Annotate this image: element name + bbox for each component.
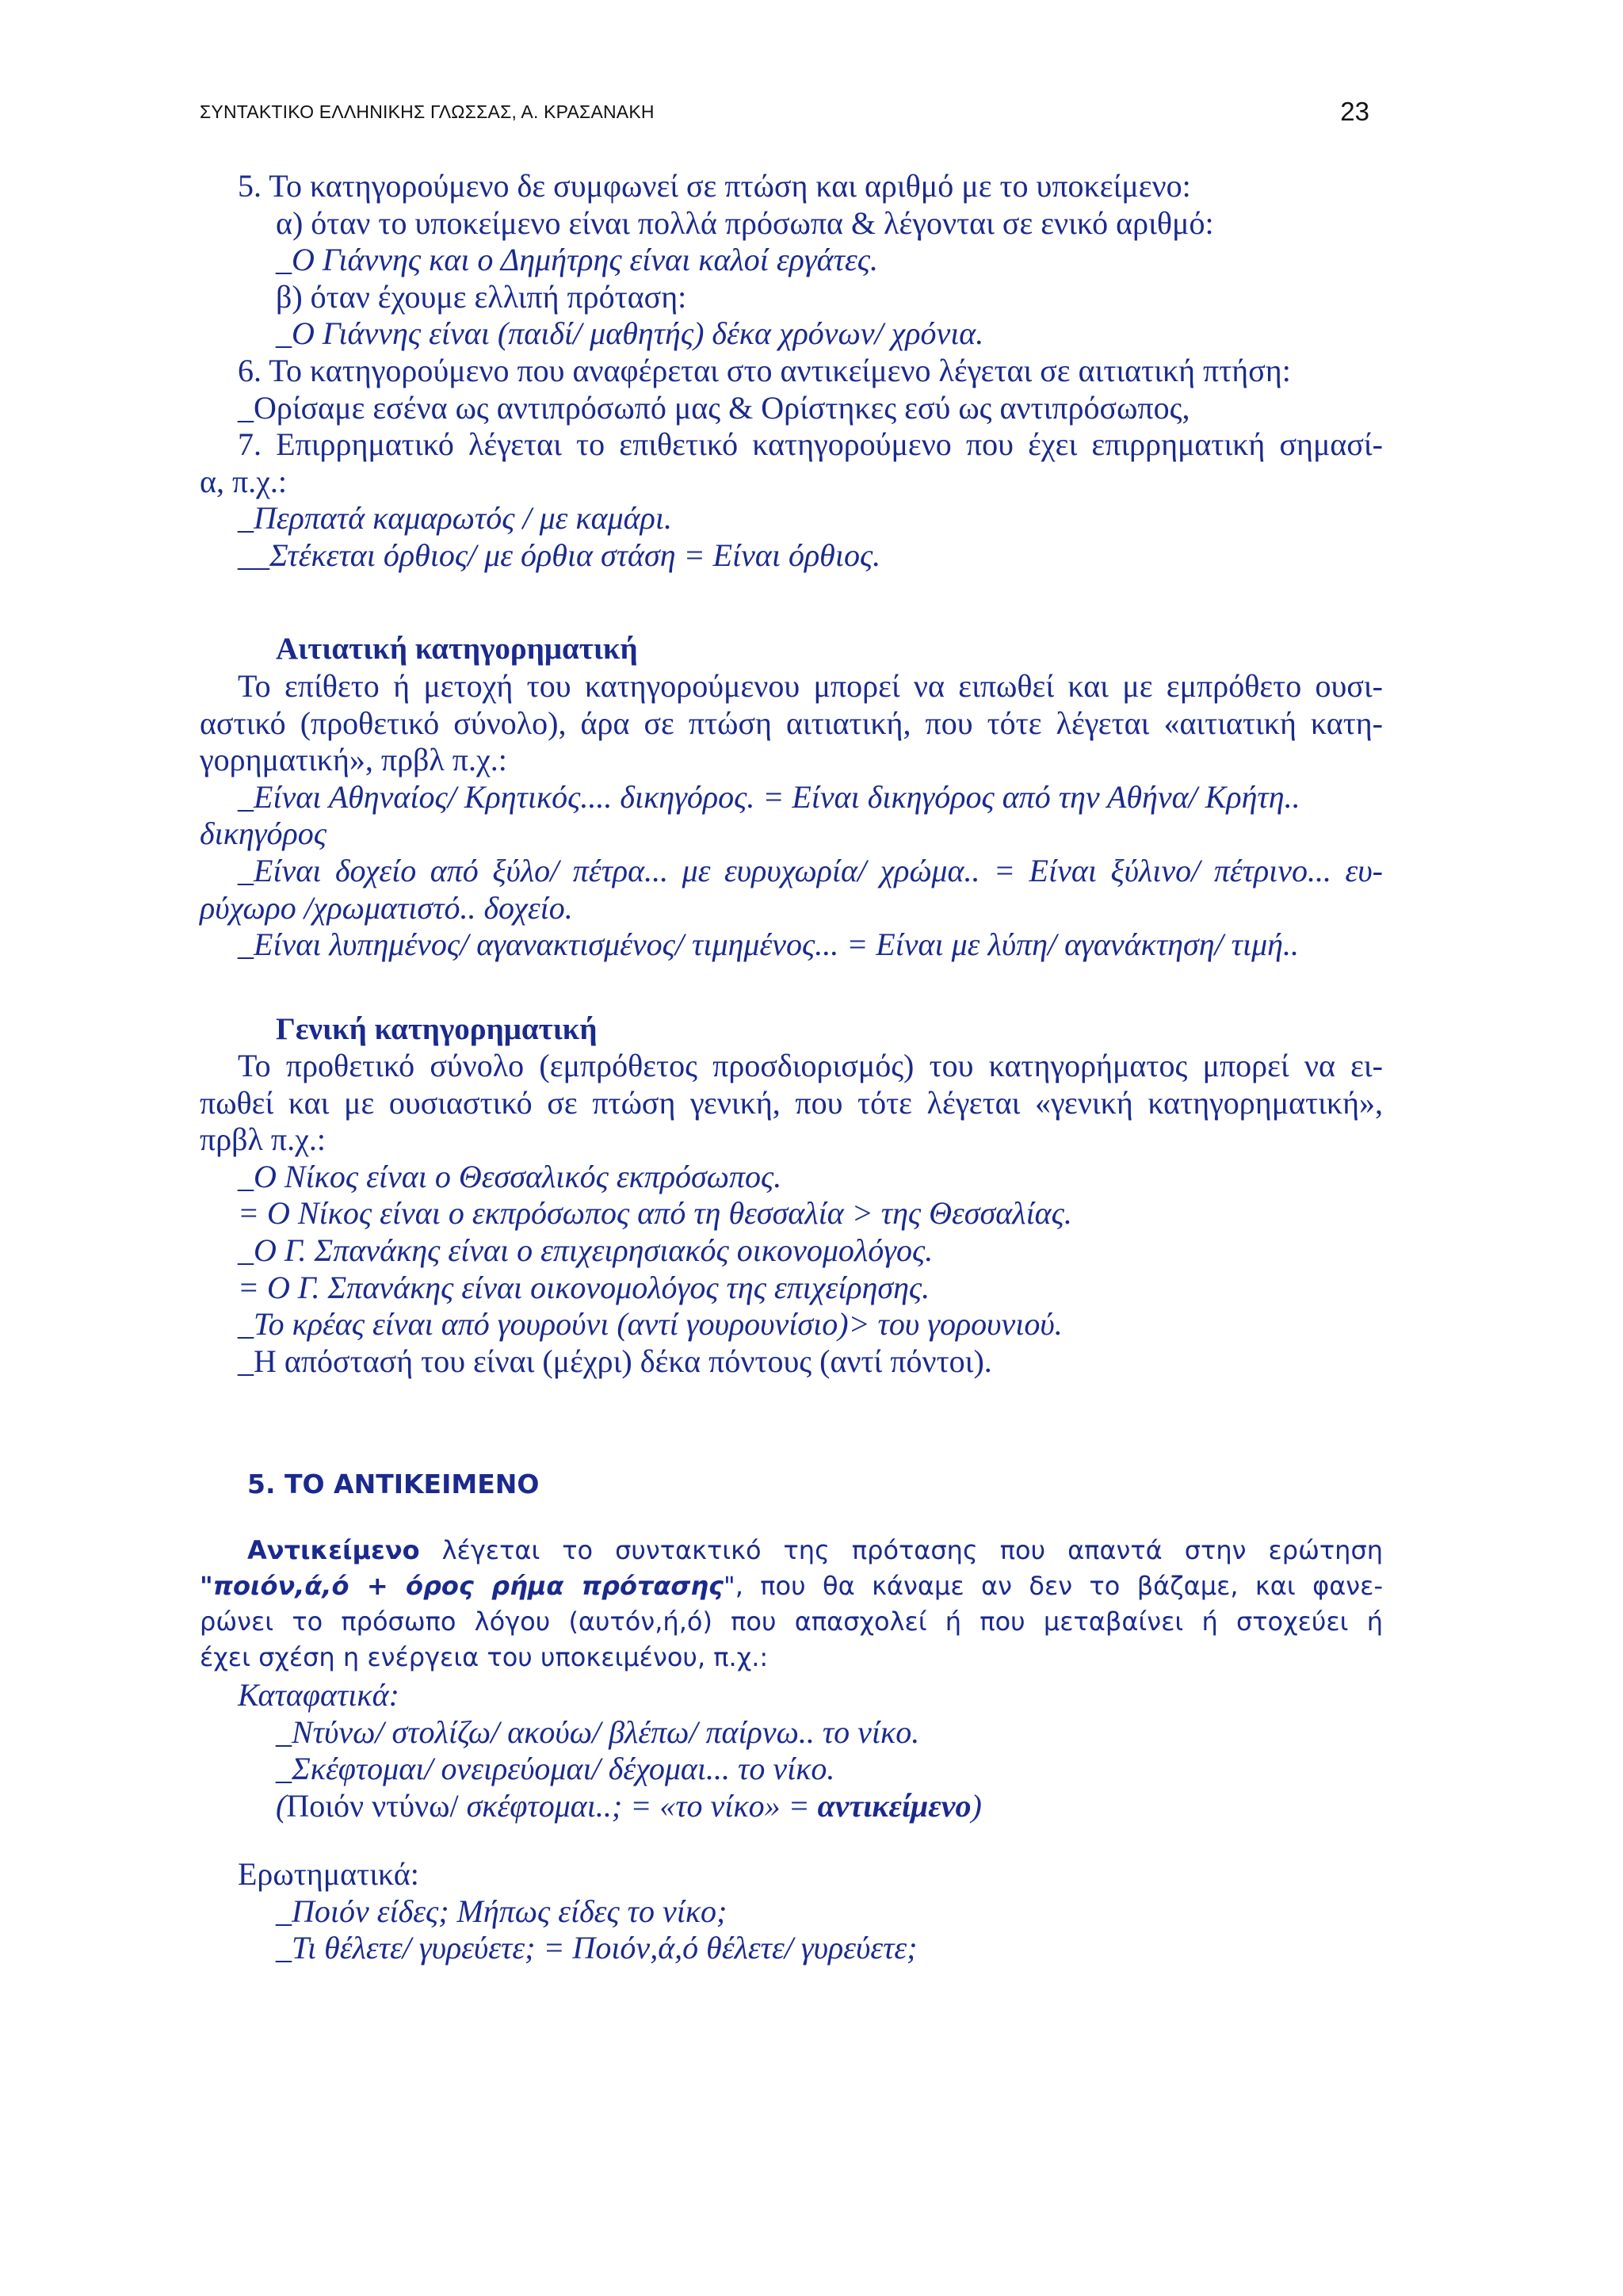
subheading-genitive: Γενική κατηγορηματική <box>276 1012 598 1046</box>
page-header <box>200 97 1369 136</box>
text-line: Το προθετικό σύνολο (εμπρόθετος προσδιορισμός) του κατηγορήματος μπορεί να ει- <box>238 1048 1383 1083</box>
example-line: _Είναι Αθηναίος/ Κρητικός.... δικηγόρος. = Είναι δικηγόρος από την Αθήνα/ Κρήτη.. <box>238 778 1300 815</box>
example-line: (Ποιόν ντύνω/ σκέφτομαι..; = «το νίκο» = αντικείμενο) <box>276 1787 982 1824</box>
section-predicate-rules <box>0 168 1623 575</box>
example-line: __Στέκεται όρθιος/ με όρθια στάση = Είναι όρθιος. <box>238 537 881 573</box>
example-line: _Ο Γιάννης και ο Δημήτρης είναι καλοί εργάτες. <box>276 242 878 278</box>
object-term: Αντικείμενο <box>247 1535 420 1565</box>
object-keyword: αντικείμενο <box>817 1787 972 1824</box>
text-line: _Ορίσαμε εσένα ως αντιπρόσωπό μας & Ορίστηκες εσύ ως αντιπρόσωπος, <box>238 389 1190 426</box>
example-line: _Τι θέλετε/ γυρεύετε; = Ποιόν,ά,ό θέλετε/ γυρεύετε; <box>276 1930 918 1966</box>
text-line: πωθεί και με ουσιαστικό σε πτώση γενική, που τότε λέγεται «γενική κατηγορηματική», <box>200 1084 1383 1121</box>
example-line: _Ποιόν είδες; Μήπως είδες το νίκο; <box>276 1893 727 1929</box>
example-line: _Περπατά καμαρωτός / με καμάρι. <box>238 500 672 537</box>
question-formula: "ποιόν,ά,ό + όρος ρήμα πρότασης <box>200 1571 724 1601</box>
section-genitive <box>0 1048 1623 1380</box>
header-title: ΣΥΝΤΑΚΤΙΚΟ ΕΛΛΗΝΙΚΗΣ ΓΛΩΣΣΑΣ, Α. ΚΡΑΣΑΝΑΚΗ <box>200 101 655 122</box>
text-line: α) όταν το υποκείμενο είναι πολλά πρόσωπα & λέγονται σε ενικό αριθμό: <box>276 204 1214 241</box>
text-line: _Η απόστασή του είναι (μέχρι) δέκα πόντους (αντί πόντοι). <box>238 1343 992 1379</box>
text-line: έχει σχέση η ενέργεια του υποκειμένου, π.χ.: <box>200 1642 769 1672</box>
example-line: = Ο Γ. Σπανάκης είναι οικονομολόγος της επιχείρησης. <box>238 1269 930 1305</box>
section-object-examples <box>0 1677 1623 1824</box>
label-interrogative: Ερωτηματικά: <box>238 1856 419 1892</box>
example-line: δικηγόρος <box>200 816 327 852</box>
text-line: Το επίθετο ή μετοχή του κατηγορούμενου μπορεί να ειπωθεί και με εμπρόθετο ουσι- <box>238 668 1383 704</box>
example-line: _Σκέφτομαι/ ονειρεύομαι/ δέχομαι... το νίκο. <box>276 1751 835 1787</box>
text-line: 5. Το κατηγορούμενο δε συμφωνεί σε πτώση και αριθμό με το υποκείμενο: <box>238 168 1191 204</box>
example-line: ρύχωρο /χρωματιστό.. δοχείο. <box>200 889 573 926</box>
text-line: αστικό (προθετικό σύνολο), άρα σε πτώση αιτιατική, που τότε λέγεται «αιτιατική κατη- <box>200 705 1383 741</box>
example-line: _Ντύνω/ στολίζω/ ακούω/ βλέπω/ παίρνω.. το νίκο. <box>276 1713 920 1750</box>
section-heading-object: 5. ΤΟ ΑΝΤΙΚΕΙΜΕΝΟ <box>247 1469 540 1499</box>
example-line: = Ο Νίκος είναι ο εκπρόσωπος από τη θεσσαλία > της Θεσσαλίας. <box>238 1195 1072 1232</box>
example-line: _Ο Γιάννης είναι (παιδί/ μαθητής) δέκα χρόνων/ χρόνια. <box>276 315 984 352</box>
text-line: "ποιόν,ά,ό + όρος ρήμα πρότασης", που θα κάναμε αν δεν το βάζαμε, και φανε- <box>200 1571 1384 1601</box>
text-line: πρβλ π.χ.: <box>200 1121 326 1158</box>
label-affirmative: Καταφατικά: <box>238 1677 399 1713</box>
example-line: _Ο Γ. Σπανάκης είναι ο επιχειρησιακός οικονομολόγος. <box>238 1232 934 1268</box>
text-line: β) όταν έχουμε ελλιπή πρόταση: <box>276 278 687 315</box>
text-line: γορηματική», πρβλ π.χ.: <box>200 742 507 778</box>
example-line: _Το κρέας είναι από γουρούνι (αντί γουρουνίσιο)> του γορουνιού. <box>238 1306 1063 1343</box>
section-accusative <box>0 668 1623 964</box>
section-object-questions <box>0 1856 1623 1967</box>
subheading-accusative: Αιτιατική κατηγορηματική <box>276 632 638 666</box>
text-line: 6. Το κατηγορούμενο που αναφέρεται στο αντικείμενο λέγεται σε αιτιατική πτήση: <box>238 352 1291 388</box>
text-line: 7. Επιρρηματικό λέγεται το επιθετικό κατηγορούμενο που έχει επιρρηματική σημασί- <box>238 426 1383 463</box>
text-line: ρώνει το πρόσωπο λόγου (αυτόν,ή,ό) που απασχολεί ή που μεταβαίνει ή στοχεύει ή <box>200 1606 1383 1637</box>
example-line: _Είναι δοχείο από ξύλο/ πέτρα... με ευρυχωρία/ χρώμα.. = Είναι ξύλινο/ πέτρινο... ευ- <box>238 852 1383 888</box>
example-line: _Ο Νίκος είναι ο Θεσσαλικός εκπρόσωπος. <box>238 1158 782 1194</box>
example-line: _Είναι λυπημένος/ αγανακτισμένος/ τιμημένος... = Είναι με λύπη/ αγανάκτηση/ τιμή.. <box>238 926 1300 963</box>
text-line: Αντικείμενο λέγεται το συντακτικό της πρότασης που απαντά στην ερώτηση <box>247 1535 1383 1565</box>
section-object-definition <box>0 1533 1623 1675</box>
text-line: α, π.χ.: <box>200 463 288 499</box>
page-number: 23 <box>1340 97 1369 126</box>
